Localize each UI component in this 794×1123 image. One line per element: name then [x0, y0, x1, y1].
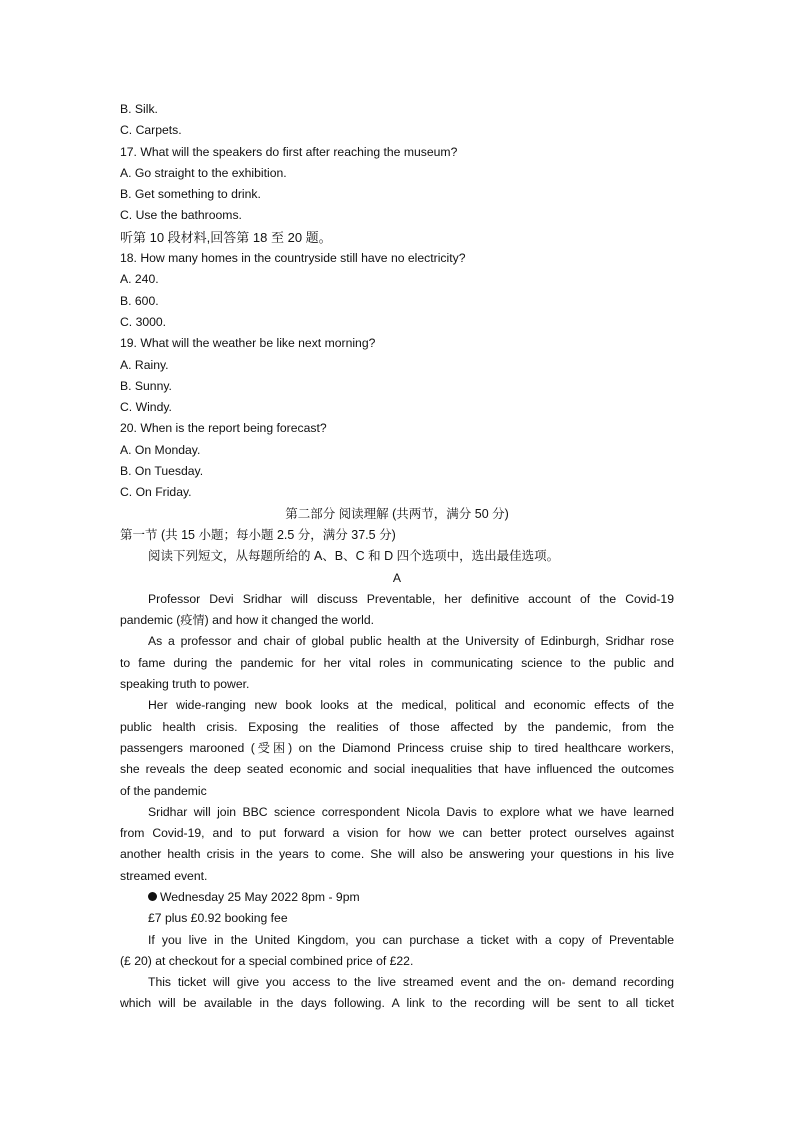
text-line: of the pandemic [120, 783, 207, 798]
paragraph-3 [120, 695, 674, 801]
text-line: which will be available in the days following. A link to the recording will be sent to all ticket [120, 996, 674, 1011]
text-line: Sridhar will join BBC science correspondent Nicola Davis to explore what we have learned [148, 804, 674, 819]
option-line: A. On Monday. [120, 442, 201, 457]
paragraph-1 [120, 589, 674, 632]
text-line: speaking truth to power. [120, 677, 250, 692]
text-line: public health crisis. Exposing the realities of those affected by the pandemic, from the [120, 719, 674, 734]
text-line: pandemic (疫情) and how it changed the world. [120, 613, 375, 628]
text-line: Her wide-ranging new book looks at the medical, political and economic effects of the [148, 698, 674, 713]
text-line: Professor Devi Sridhar will discuss Preventable, her definitive account of the Covid-19 [148, 591, 674, 606]
text-line: from Covid-19, and to put forward a vision for how we can better protect ourselves against [120, 826, 674, 841]
option-line: C. 3000. [120, 314, 167, 329]
question-18: 18. How many homes in the countryside still have no electricity? [120, 251, 466, 266]
option-line: C. Windy. [120, 400, 172, 415]
option-line: C. Use the bathrooms. [120, 208, 242, 223]
option-line: B. Sunny. [120, 378, 172, 393]
section-title: 第一节 (共 15 小题；每小题 2.5 分，满分 37.5 分) [120, 527, 396, 542]
option-line: B. Get something to drink. [120, 187, 261, 202]
event-time [120, 887, 674, 908]
question-17: 17. What will the speakers do first after reaching the museum? [120, 144, 458, 159]
text-line: she reveals the deep seated economic and social inequalities that have influenced the outcomes [120, 762, 674, 777]
text-line: This ticket will give you access to the live streamed event and the on- demand recording [148, 975, 674, 990]
option-line: A. 240. [120, 272, 159, 287]
option-line: B. Silk. [120, 102, 158, 116]
option-line: C. On Friday. [120, 485, 192, 500]
text-line: to fame during the pandemic for her vital roles in communicating science to the public and [120, 655, 674, 670]
option-line: B. 600. [120, 293, 159, 308]
paragraph-6 [120, 972, 674, 1015]
option-line: A. Go straight to the exhibition. [120, 165, 287, 180]
option-line: B. On Tuesday. [120, 464, 204, 479]
question-19: 19. What will the weather be like next morning? [120, 336, 376, 351]
paragraph-5 [120, 930, 674, 973]
text-line: streamed event. [120, 868, 208, 883]
paragraph-2 [120, 631, 674, 695]
page-content [120, 99, 674, 1015]
text-line: As a professor and chair of global public health at the University of Edinburgh, Sridhar rose [148, 634, 674, 649]
text-line: another health crisis in the years to come. She will also be answering your questions in his live [120, 847, 674, 862]
passage-label: A [392, 570, 402, 585]
text-line: (£ 20) at checkout for a special combined price of £22. [120, 953, 414, 968]
paragraph-4 [120, 802, 674, 887]
event-time-text: Wednesday 25 May 2022 8pm - 9pm [160, 889, 360, 904]
reading-instruction: 阅读下列短文，从每题所给的 A、B、C 和 D 四个选项中，选出最佳选项。 [148, 549, 560, 564]
text-line: passengers marooned (受困) on the Diamond Princess cruise ship to tired healthcare workers, [120, 740, 674, 755]
option-line: C. Carpets. [120, 123, 182, 138]
option-line: A. Rainy. [120, 357, 169, 372]
part-title: 第二部分 阅读理解 (共两节，满分 50 分) [285, 506, 509, 521]
bullet-icon [148, 892, 157, 901]
ticket-price: £7 plus £0.92 booking fee [148, 911, 288, 926]
question-20: 20. When is the report being forecast? [120, 421, 327, 436]
section-instruction: 听第 10 段材料,回答第 18 至 20 题。 [120, 229, 332, 245]
text-line: If you live in the United Kingdom, you can purchase a ticket with a copy of Preventable [148, 932, 674, 947]
